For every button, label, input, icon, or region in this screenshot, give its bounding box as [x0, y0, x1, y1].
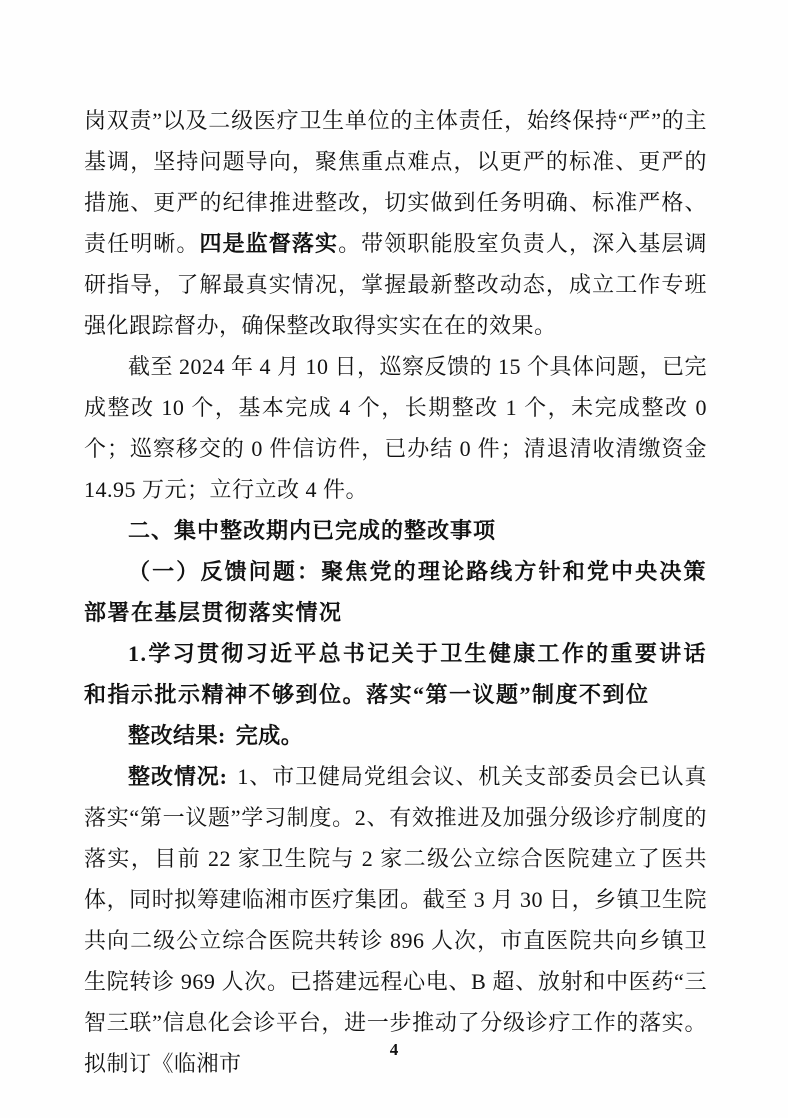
document-body	[84, 100, 707, 1084]
page-number: 4	[389, 1040, 399, 1059]
situation-label: 整改情况:	[128, 764, 228, 789]
paragraph-statistics: 截至 2024 年 4 月 10 日，巡察反馈的 15 个具体问题，已完成整改 10 个，基本完成 4 个，长期整改 1 个，未完成整改 0 个；巡察移交的 0 件信访件，已办结 0 件；清退清收清缴资金 14.95 万元；立行立改 4 件。	[84, 354, 708, 502]
result-value: 完成。	[235, 723, 304, 748]
result-label: 整改结果:	[128, 723, 226, 748]
rectification-situation-paragraph	[84, 756, 707, 1084]
bold-phrase-supervision: 四是监督落实	[199, 231, 339, 256]
situation-text: 1、市卫健局党组会议、机关支部委员会已认真落实“第一议题”学习制度。2、有效推进及加强分级诊疗制度的落实，目前 22 家卫生院与 2 家二级公立综合医院建立了医共体，同时拟筹建临湘市医疗集团。截至 3 月 30 日，乡镇卫生院共向二级公立综合医院共转诊 896 人次，市直医院共向乡镇卫生院转诊 969 人次。已搭建远程心电、B 超、放射和中医药“三智三联”信息化会诊平台，进一步推动了分级诊疗工作的落实。拟制订《临湘市	[84, 764, 707, 1076]
rectification-result-line	[84, 715, 707, 756]
paragraph-text: 。带领职能股室负责人，深入基层调研指导，了解最真实情况，掌握最新整改动态，成立工作专班强化跟踪督办，确保整改取得实实在在的效果。	[84, 231, 707, 338]
section-heading: 二、集中整改期内已完成的整改事项	[128, 518, 497, 543]
item-1-heading: 1.学习贯彻习近平总书记关于卫生健康工作的重要讲话和指示批示精神不够到位。落实“第一议题”制度不到位	[84, 641, 707, 707]
paragraph-continuation	[84, 100, 707, 346]
subsection-feedback-heading: （一）反馈问题：聚焦党的理论路线方针和党中央决策部署在基层贯彻落实情况	[84, 559, 707, 625]
paragraph-text: 岗双责”以及二级医疗卫生单位的主体责任，始终保持“严”的主基调，坚持问题导向，聚焦重点难点，以更严的标准、更严的措施、更严的纪律推进整改，切实做到任务明确、标准严格、责任明晰。	[84, 108, 707, 256]
